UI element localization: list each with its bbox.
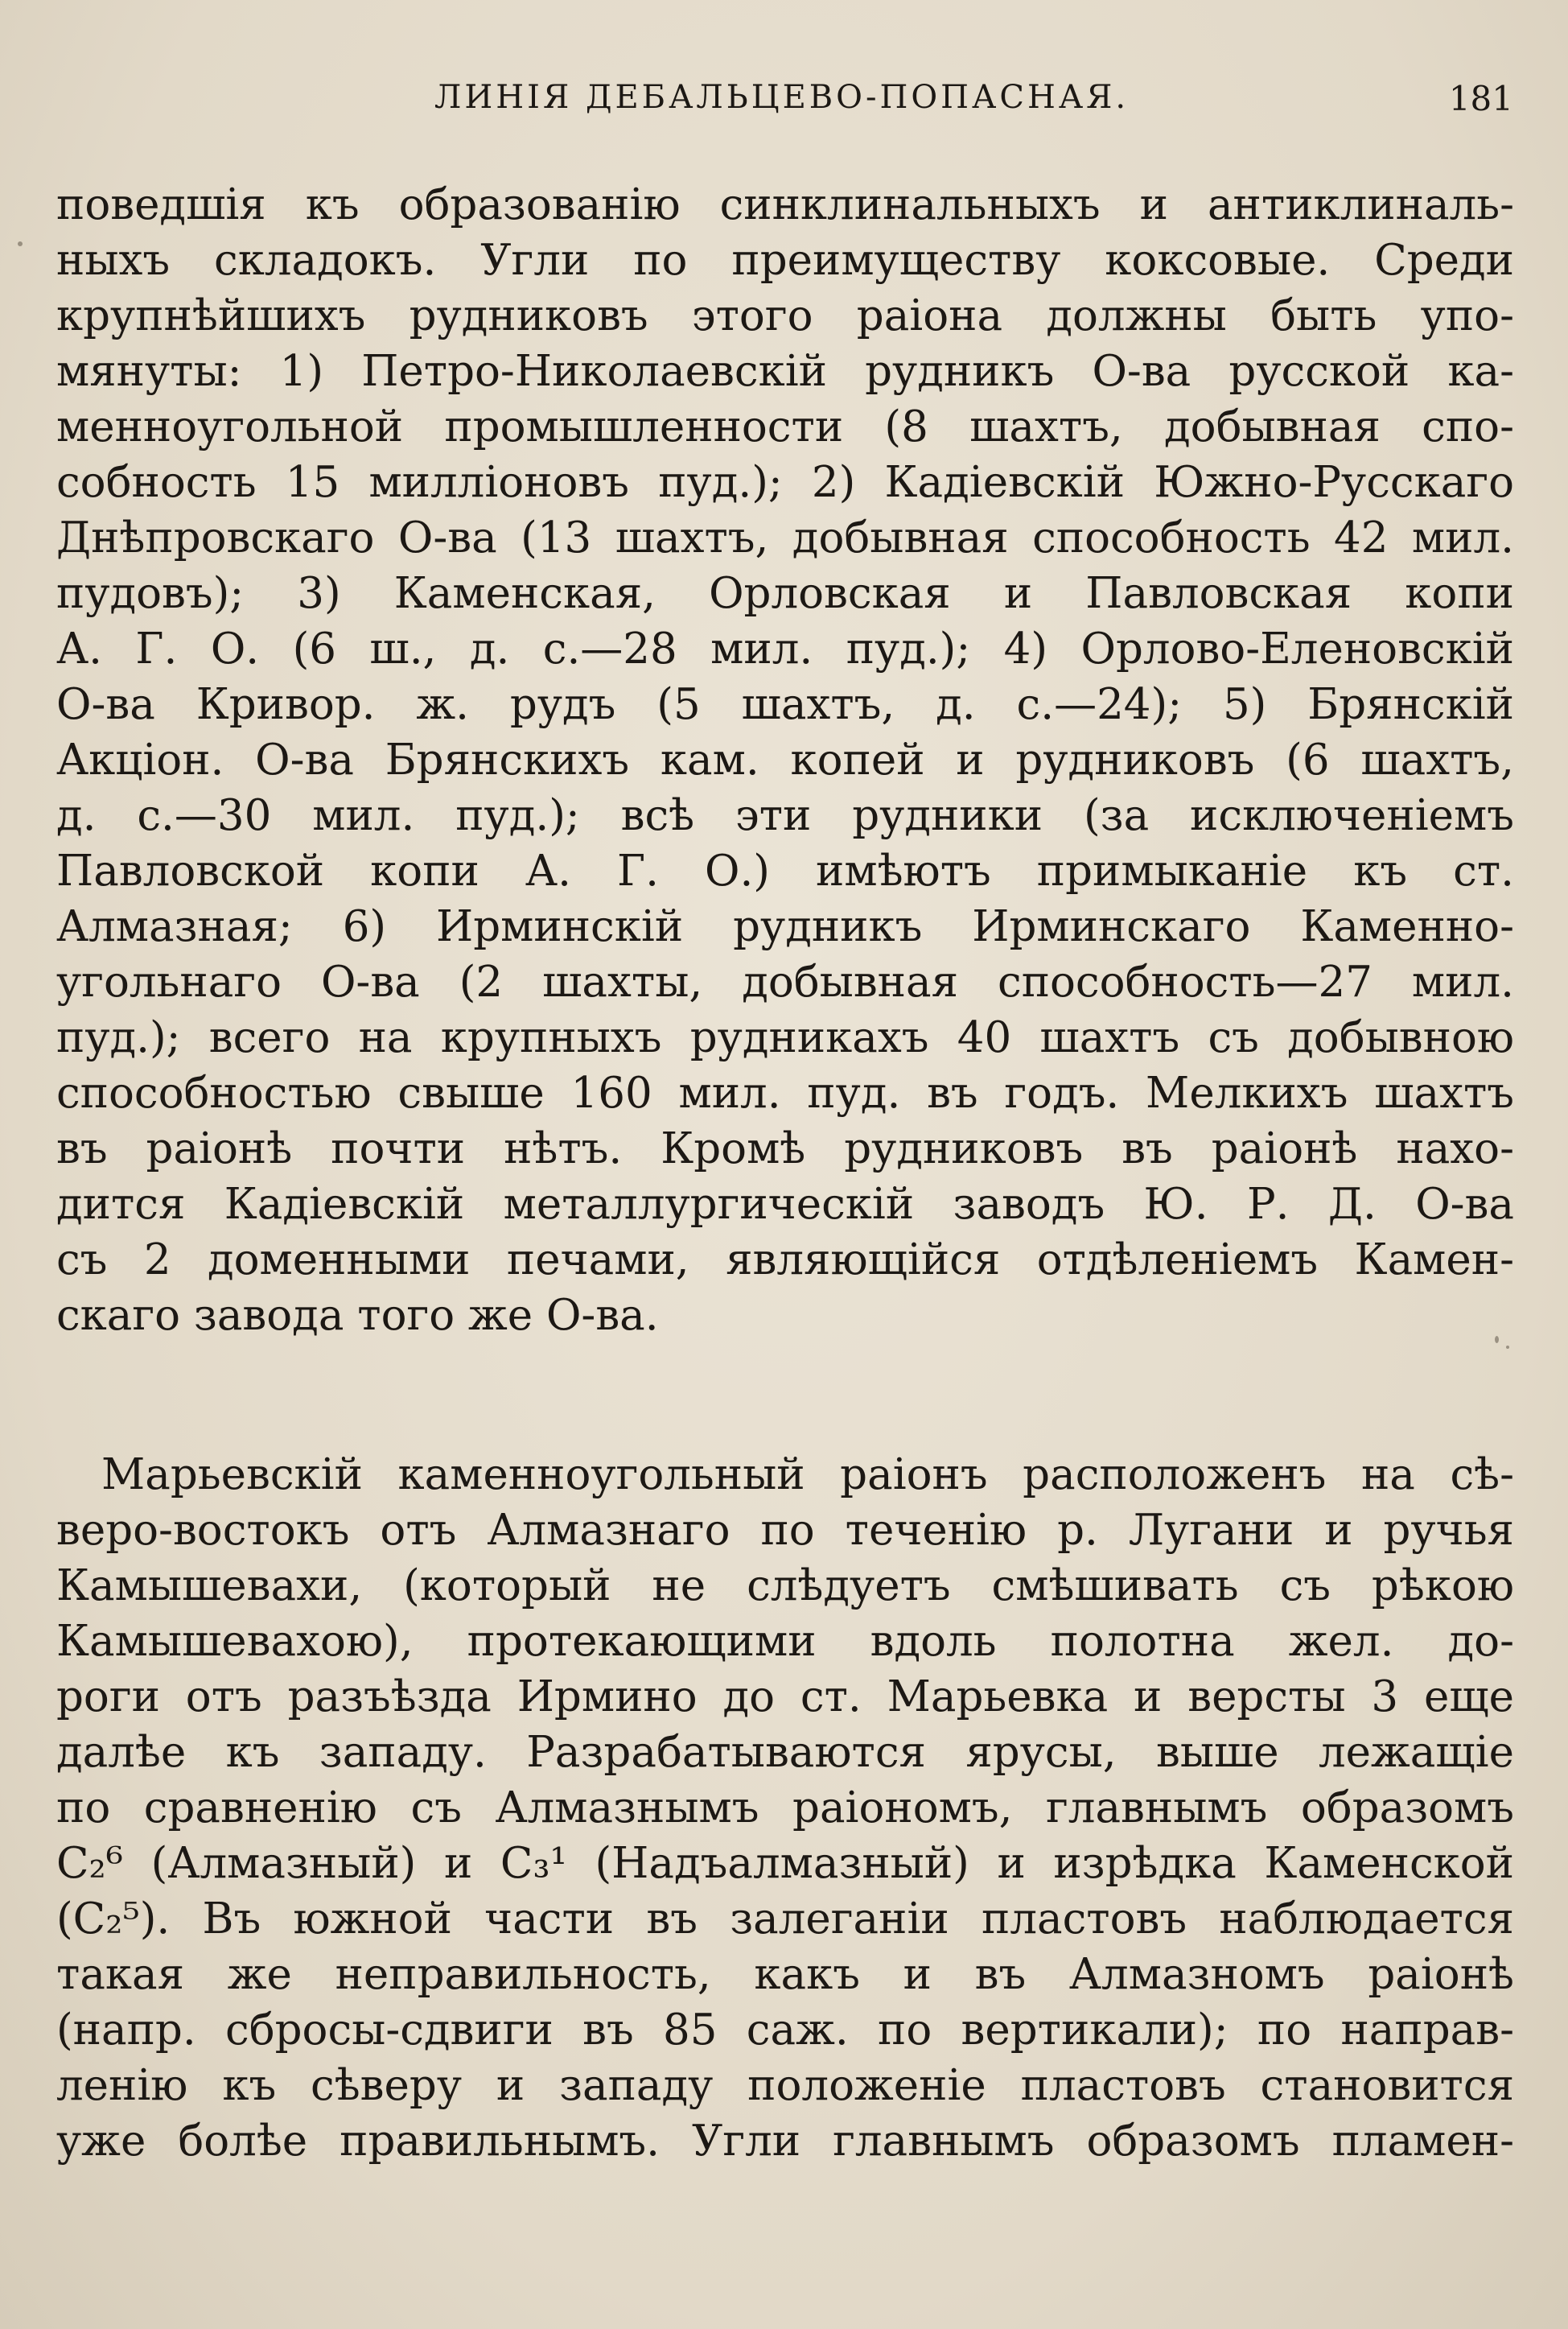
text-line: мянуты: 1) Петро-Николаевскій рудникъ О-ва русской ка- <box>56 347 1514 396</box>
text-line: далѣе къ западу. Разрабатываются ярусы, выше лежащіе <box>56 1728 1514 1777</box>
text-line: менноугольной промышленности (8 шахтъ, добывная спо- <box>56 402 1514 451</box>
text-line: поведшія къ образованію синклинальныхъ и антиклиналь- <box>56 180 1514 229</box>
text-line: Марьевскій каменноугольный раіонъ расположенъ на сѣ- <box>101 1450 1514 1499</box>
text-line: Алмазная; 6) Ирминскій рудникъ Ирминскаго Каменно- <box>56 902 1514 951</box>
text-line: Павловской копи А. Г. О.) имѣютъ примыканіе къ ст. <box>56 847 1514 896</box>
text-line: веро-востокъ отъ Алмазнаго по теченію р. Лугани и ручья <box>56 1506 1514 1555</box>
text-line: пуд.); всего на крупныхъ рудникахъ 40 шахтъ съ добывною <box>56 1013 1514 1062</box>
paragraph-1 <box>56 177 1514 1343</box>
text-line: въ раіонѣ почти нѣтъ. Кромѣ рудниковъ въ раіонѣ нахо- <box>56 1124 1514 1173</box>
text-line: крупнѣйшихъ рудниковъ этого раіона должны быть упо- <box>56 291 1514 340</box>
text-line: (напр. сбросы-сдвиги въ 85 саж. по вертикали); по направ- <box>56 2005 1514 2055</box>
text-line: по сравненію съ Алмазнымъ раіономъ, главнымъ образомъ <box>56 1783 1514 1832</box>
text-line: О-ва Кривор. ж. рудъ (5 шахтъ, д. с.—24); 5) Брянскій <box>56 680 1514 729</box>
paper-speck <box>18 241 23 246</box>
text-line: А. Г. О. (6 ш., д. с.—28 мил. пуд.); 4) Орлово-Еленовскій <box>56 625 1514 674</box>
text-line: собность 15 милліоновъ пуд.); 2) Кадіевскій Южно-Русскаго <box>56 458 1514 507</box>
text-line: д. с.—30 мил. пуд.); всѣ эти рудники (за исключеніемъ <box>56 791 1514 840</box>
text-line: C₂⁶ (Алмазный) и C₃¹ (Надъалмазный) и изрѣдка Каменской <box>56 1839 1514 1888</box>
text-line: ныхъ складокъ. Угли по преимуществу коксовые. Среди <box>56 236 1514 285</box>
running-title: ЛИНІЯ ДЕБАЛЬЦЕВО-ПОПАСНАЯ. <box>434 79 1130 116</box>
paper-speck <box>1495 1336 1499 1343</box>
text-line: пудовъ); 3) Каменская, Орловская и Павловская копи <box>56 569 1514 618</box>
text-line: съ 2 доменными печами, являющійся отдѣленіемъ Камен- <box>56 1235 1514 1284</box>
text-line: ленію къ сѣверу и западу положеніе пластовъ становится <box>56 2061 1514 2110</box>
text-line: скаго завода того же О-ва. <box>56 1291 659 1340</box>
text-line: роги отъ разъѣзда Ирмино до ст. Марьевка и версты 3 еще <box>56 1672 1514 1721</box>
text-line: Камышевахи, (который не слѣдуетъ смѣшивать съ рѣкою <box>56 1561 1514 1610</box>
paragraph-2 <box>56 1447 1514 2169</box>
text-line: угольнаго О-ва (2 шахты, добывная способность—27 мил. <box>56 958 1514 1007</box>
text-line: Акціон. О-ва Брянскихъ кам. копей и рудниковъ (6 шахтъ, <box>56 736 1514 785</box>
text-line: уже болѣе правильнымъ. Угли главнымъ образомъ пламен- <box>56 2117 1514 2166</box>
page-number: 181 <box>1448 79 1513 118</box>
text-line: Камышевахою), протекающими вдоль полотна жел. до- <box>56 1617 1514 1666</box>
text-line: способностью свыше 160 мил. пуд. въ годъ. Мелкихъ шахтъ <box>56 1069 1514 1118</box>
text-line: дится Кадіевскій металлургическій заводъ Ю. Р. Д. О-ва <box>56 1180 1514 1229</box>
text-line: (C₂⁵). Въ южной части въ залеганіи пластовъ наблюдается <box>56 1894 1514 1944</box>
paper-speck <box>1506 1346 1509 1349</box>
text-line: Днѣпровскаго О-ва (13 шахтъ, добывная способность 42 мил. <box>56 513 1514 563</box>
page-header <box>0 79 1568 127</box>
text-line: такая же неправильность, какъ и въ Алмазномъ раіонѣ <box>56 1950 1514 1999</box>
